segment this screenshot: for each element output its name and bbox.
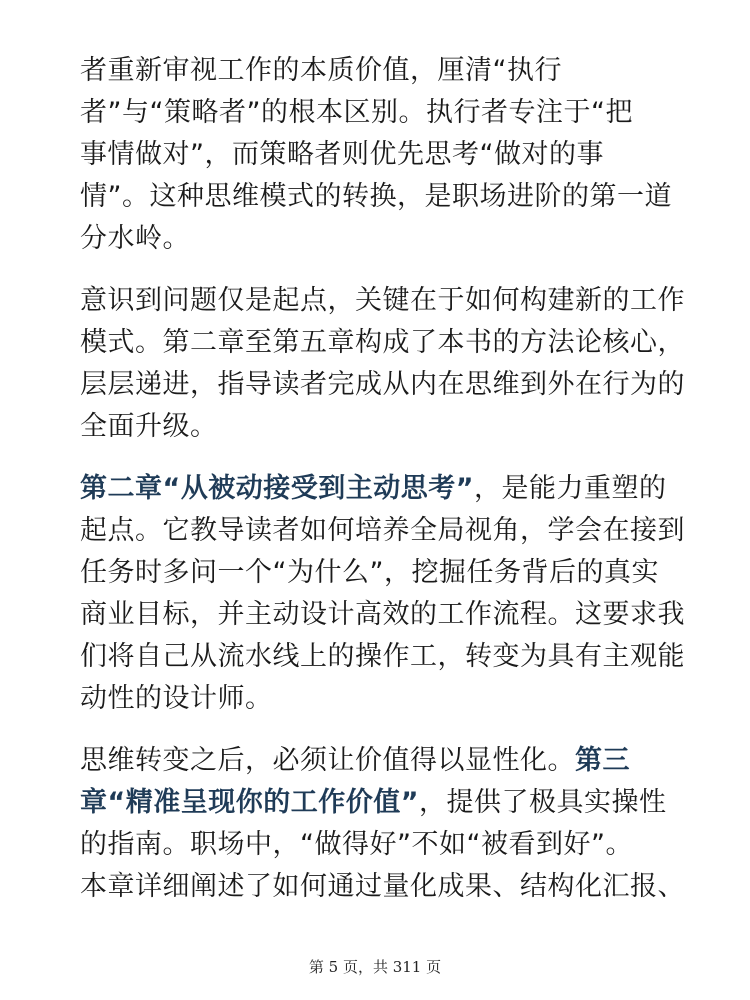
text-run: 动性的设计师。 — [80, 683, 273, 714]
text-run: 层层递进，指导读者完成从内在思维到外在行为的 — [80, 369, 685, 400]
paragraph-4 — [80, 740, 685, 908]
text-run: ，是能力重塑的 — [474, 473, 667, 504]
text-line — [80, 594, 685, 636]
text-line — [80, 280, 685, 322]
text-run: 的指南。职场中，“做得好”不如“被看到好”。 — [80, 829, 633, 860]
text-run: 思维转变之后，必须让价值得以显性化。 — [80, 745, 575, 776]
paragraph-1 — [80, 50, 680, 260]
text-run: 模式。第二章至第五章构成了本书的方法论核心， — [80, 327, 685, 358]
text-line — [80, 866, 685, 908]
text-run: 全面升级。 — [80, 411, 218, 442]
text-run: ，提供了极具实操性 — [419, 787, 667, 818]
text-line — [80, 510, 685, 552]
text-run: 情”。这种思维模式的转换，是职场进阶的第一道 — [80, 181, 672, 212]
text-line — [80, 50, 680, 92]
paragraph-3 — [80, 468, 685, 720]
chapter-title-highlight: 第二章“从被动接受到主动思考” — [80, 473, 474, 504]
text-line — [80, 406, 680, 448]
text-line — [80, 176, 680, 218]
text-run: 任务时多问一个“为什么”，挖掘任务背后的真实 — [80, 557, 659, 588]
text-run: 商业目标，并主动设计高效的工作流程。这要求我 — [80, 599, 685, 630]
text-line — [80, 552, 680, 594]
text-line — [80, 468, 680, 510]
text-line — [80, 364, 685, 406]
text-run: 起点。它教导读者如何培养全局视角，学会在接到 — [80, 515, 685, 546]
text-line — [80, 782, 680, 824]
text-line — [80, 218, 680, 260]
text-run: 本章详细阐述了如何通过量化成果、结构化汇报、 — [80, 871, 685, 902]
text-run: 者”与“策略者”的根本区别。执行者专注于“把 — [80, 97, 633, 128]
text-line — [80, 678, 680, 720]
text-line — [80, 322, 685, 364]
text-run: 意识到问题仅是起点，关键在于如何构建新的工作 — [80, 285, 685, 316]
chapter-title-highlight: 章“精准呈现你的工作价值” — [80, 787, 419, 818]
page-indicator: 第 5 页，共 311 页 — [308, 958, 442, 976]
text-line — [80, 134, 680, 176]
text-line — [80, 636, 685, 678]
text-line — [80, 740, 680, 782]
text-run: 分水岭。 — [80, 223, 190, 254]
text-run: 者重新审视工作的本质价值，厘清“执行 — [80, 55, 562, 86]
chapter-title-highlight: 第三 — [575, 745, 630, 776]
document-body — [80, 50, 685, 928]
page-number-footer — [0, 956, 750, 977]
text-run: 事情做对”，而策略者则优先思考“做对的事 — [80, 139, 604, 170]
text-run: 们将自己从流水线上的操作工，转变为具有主观能 — [80, 641, 685, 672]
paragraph-2 — [80, 280, 685, 448]
text-line — [80, 92, 680, 134]
text-line — [80, 824, 680, 866]
